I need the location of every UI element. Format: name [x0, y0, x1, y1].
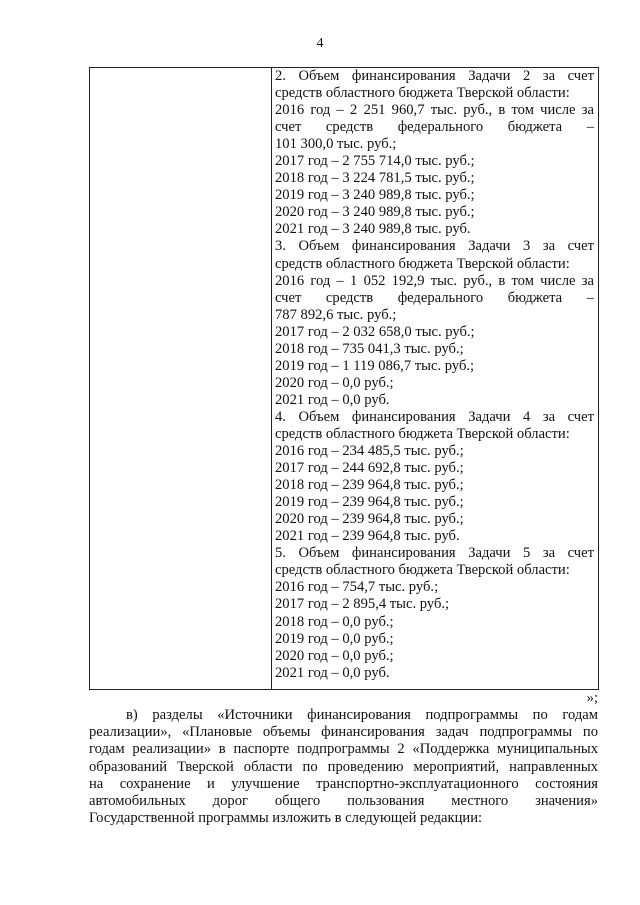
table-line: 4. Объем финансирования Задачи 4 за счет	[275, 408, 594, 425]
table-line: 2018 год – 239 964,8 тыс. руб.;	[275, 477, 464, 494]
table-line: средств областного бюджета Тверской области:	[275, 255, 570, 272]
table-line: счет средств федерального бюджета –	[275, 119, 594, 136]
table-line: 2017 год – 2 032 658,0 тыс. руб.;	[275, 323, 475, 340]
table-line: 2021 год – 0,0 руб.	[275, 664, 390, 681]
paragraph-line: в) разделы «Источники финансирования подпрограммы по годам	[126, 707, 598, 723]
table-line: 5. Объем финансирования Задачи 5 за счет	[275, 545, 594, 562]
table-line: 2018 год – 0,0 руб.;	[275, 613, 394, 630]
table-line: 2016 год – 754,7 тыс. руб.;	[275, 579, 439, 596]
page-number: 4	[316, 36, 324, 51]
table-line: счет средств федерального бюджета –	[275, 289, 594, 306]
table-line: 787 892,6 тыс. руб.;	[275, 306, 397, 323]
table-line: 2021 год – 239 964,8 тыс. руб.	[275, 528, 460, 545]
closing-quote-mark: »;	[586, 690, 598, 706]
table-line: 2016 год – 234 485,5 тыс. руб.;	[275, 443, 464, 460]
financing-table	[89, 67, 599, 690]
table-line: 2018 год – 3 224 781,5 тыс. руб.;	[275, 170, 475, 187]
table-line: 2021 год – 3 240 989,8 тыс. руб.	[275, 221, 471, 238]
table-line: 2019 год – 3 240 989,8 тыс. руб.;	[275, 187, 475, 204]
table-line: средств областного бюджета Тверской области:	[275, 562, 570, 579]
paragraph-line: реализации», «Плановые объемы финансирования задач подпрограммы по	[89, 724, 598, 741]
table-line: 2017 год – 244 692,8 тыс. руб.;	[275, 460, 464, 477]
table-right-cell	[272, 68, 598, 689]
table-line: 101 300,0 тыс. руб.;	[275, 136, 397, 153]
table-line: 2020 год – 0,0 руб.;	[275, 647, 394, 664]
table-line: 2019 год – 239 964,8 тыс. руб.;	[275, 494, 464, 511]
amendment-paragraph	[89, 707, 598, 827]
table-line: 2021 год – 0,0 руб.	[275, 391, 390, 408]
table-line: 2020 год – 239 964,8 тыс. руб.;	[275, 511, 464, 528]
table-line: 2020 год – 3 240 989,8 тыс. руб.;	[275, 204, 475, 221]
table-line: 2018 год – 735 041,3 тыс. руб.;	[275, 340, 464, 357]
table-line: 2020 год – 0,0 руб.;	[275, 374, 394, 391]
table-line: 2017 год – 2 895,4 тыс. руб.;	[275, 596, 450, 613]
paragraph-line: Государственной программы изложить в следующей редакции:	[89, 810, 483, 827]
table-line: 2016 год – 1 052 192,9 тыс. руб., в том числе за	[275, 272, 594, 289]
table-line: средств областного бюджета Тверской области:	[275, 85, 570, 102]
table-line: 3. Объем финансирования Задачи 3 за счет	[275, 238, 594, 255]
table-line: 2019 год – 1 119 086,7 тыс. руб.;	[275, 357, 475, 374]
table-line: 2017 год – 2 755 714,0 тыс. руб.;	[275, 153, 475, 170]
paragraph-line: годам реализации» в паспорте подпрограммы 2 «Поддержка муниципальных	[89, 741, 598, 758]
paragraph-line: образований Тверской области по проведению мероприятий, направленных	[89, 758, 598, 775]
table-line: 2019 год – 0,0 руб.;	[275, 630, 394, 647]
table-line: 2016 год – 2 251 960,7 тыс. руб., в том числе за	[275, 102, 594, 119]
table-line: средств областного бюджета Тверской области:	[275, 425, 570, 442]
paragraph-line: автомобильных дорог общего пользования местного значения»	[89, 792, 598, 809]
table-left-cell	[90, 68, 272, 689]
paragraph-line: на сохранение и улучшение транспортно-эксплуатационного состояния	[89, 775, 598, 792]
table-line: 2. Объем финансирования Задачи 2 за счет	[275, 68, 594, 84]
